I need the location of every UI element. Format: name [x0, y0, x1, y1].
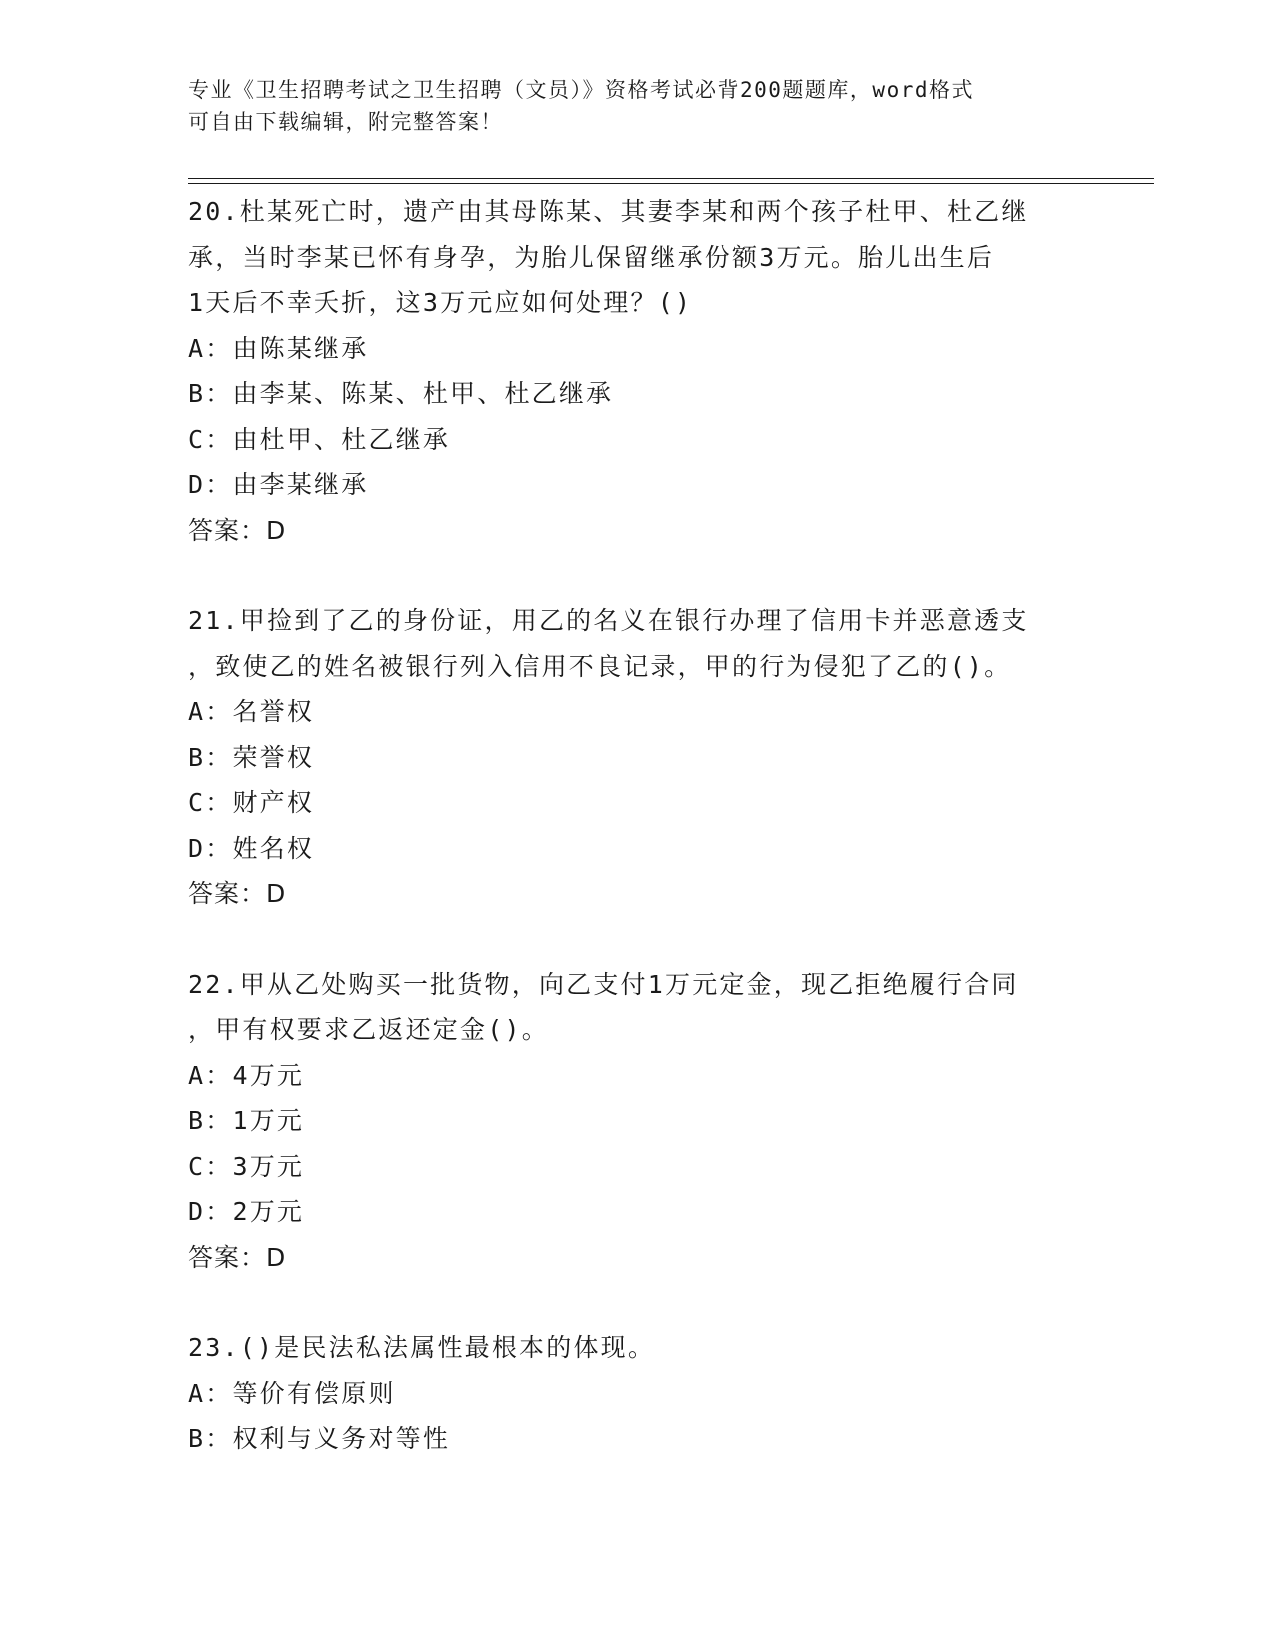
question-text-line: 23.()是民法私法属性最根本的体现。 [188, 1333, 656, 1362]
option-a: A：等价有偿原则 [188, 1378, 396, 1408]
question-23 [188, 1325, 1088, 1462]
answer-line: 答案：D [188, 515, 287, 545]
question-spacer [188, 553, 1088, 598]
question-spacer [188, 917, 1088, 962]
option-d: D：姓名权 [188, 833, 315, 863]
question-text-line: 22.甲从乙处购买一批货物，向乙支付1万元定金，现乙拒绝履行合同 [188, 969, 1019, 999]
option-b: B：1万元 [188, 1106, 305, 1135]
question-text-line: 1天后不幸夭折，这3万元应如何处理？() [188, 288, 693, 317]
option-b: B：权利与义务对等性 [188, 1424, 451, 1453]
question-21 [188, 598, 1088, 917]
answer-line: 答案：D [188, 879, 287, 908]
option-c: C：3万元 [188, 1151, 305, 1181]
question-text-line: ，甲有权要求乙返还定金()。 [188, 1015, 549, 1044]
question-list [188, 189, 1088, 1462]
header-rule-bottom [188, 183, 1154, 184]
option-b: B：由李某、陈某、杜甲、杜乙继承 [188, 379, 614, 408]
answer-line: 答案：D [188, 1242, 287, 1272]
option-a: A：4万元 [188, 1060, 305, 1090]
question-text-line: 承，当时李某已怀有身孕，为胎儿保留继承份额3万元。胎儿出生后 [188, 242, 995, 272]
question-22 [188, 962, 1088, 1281]
option-c: C：财产权 [188, 788, 315, 817]
header-title-line-1: 专业《卫生招聘考试之卫生招聘（文员）》资格考试必背200题题库，word格式 [188, 78, 974, 102]
question-text-line: ，致使乙的姓名被银行列入信用不良记录，甲的行为侵犯了乙的()。 [188, 651, 1012, 681]
document-header [188, 74, 1068, 138]
question-spacer [188, 1280, 1088, 1325]
option-d: D：由李某继承 [188, 470, 369, 499]
question-text-line: 20.杜某死亡时，遗产由其母陈某、其妻李某和两个孩子杜甲、杜乙继 [188, 197, 1029, 226]
option-a: A：名誉权 [188, 697, 315, 726]
question-text-line: 21.甲捡到了乙的身份证，用乙的名义在银行办理了信用卡并恶意透支 [188, 606, 1029, 635]
option-c: C：由杜甲、杜乙继承 [188, 424, 451, 454]
option-d: D：2万元 [188, 1197, 305, 1226]
option-a: A：由陈某继承 [188, 333, 369, 363]
option-b: B：荣誉权 [188, 742, 315, 772]
header-rule-top [188, 178, 1154, 179]
question-20 [188, 189, 1088, 553]
header-title-line-2: 可自由下载编辑，附完整答案！ [188, 110, 503, 134]
